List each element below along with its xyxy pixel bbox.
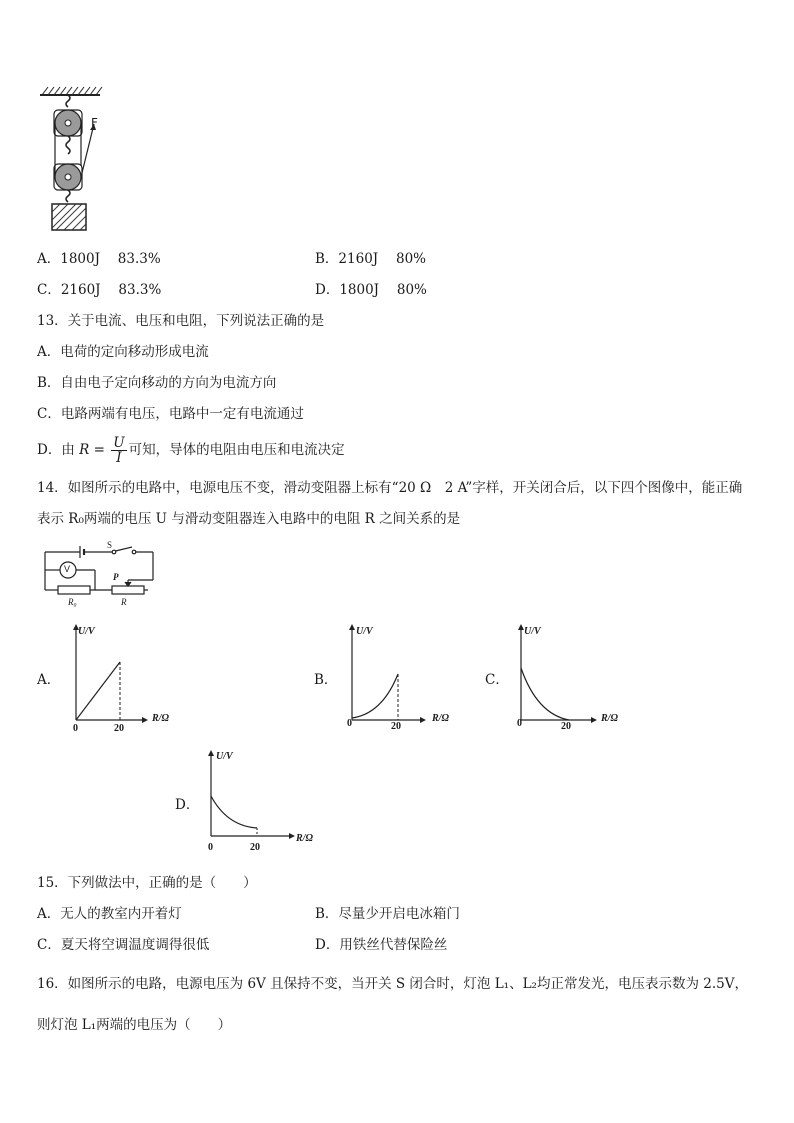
graph-a-xtick: 20 bbox=[114, 723, 124, 734]
r0-label: R₀ bbox=[68, 597, 77, 607]
graph-d-xtick: 20 bbox=[250, 842, 260, 853]
graph-c-xtick: 20 bbox=[561, 721, 571, 732]
question-13-option-b[interactable]: B．自由电子定向移动的方向为电流方向 bbox=[37, 375, 277, 391]
option-c[interactable]: C．2160J 83.3% bbox=[37, 282, 162, 298]
graph-a-curve bbox=[76, 662, 120, 720]
graph-b-xlabel: R/Ω bbox=[432, 713, 449, 724]
graph-d-xlabel: R/Ω bbox=[296, 833, 313, 844]
question-15-option-d[interactable]: D．用铁丝代替保险丝 bbox=[315, 937, 448, 953]
option-d[interactable]: D．1800J 80% bbox=[315, 282, 427, 298]
circuit-diagram bbox=[40, 540, 160, 612]
slider-label: P bbox=[113, 572, 119, 582]
graph-a-origin: 0 bbox=[73, 723, 78, 734]
option-d-prefix: D．由 bbox=[37, 442, 75, 458]
option-b[interactable]: B．2160J 80% bbox=[315, 251, 426, 267]
graph-c-curve bbox=[521, 668, 569, 720]
formula-eq: = bbox=[89, 442, 110, 458]
graph-b-ylabel: U/V bbox=[356, 626, 373, 637]
question-15-option-a[interactable]: A．无人的教室内开着灯 bbox=[37, 906, 182, 922]
graph-c-ylabel: U/V bbox=[524, 626, 541, 637]
graph-c bbox=[519, 624, 629, 724]
pulley-system-figure bbox=[36, 84, 116, 234]
graph-c-origin: 0 bbox=[517, 718, 522, 729]
graph-a bbox=[74, 624, 184, 724]
question-15-option-b[interactable]: B．尽量少开启电冰箱门 bbox=[315, 906, 460, 922]
question-14-stem-line1: 14．如图所示的电路中，电源电压不变，滑动变阻器上标有“20 Ω 2 A”字样，开关闭合后，以下四个图像中，能正确 bbox=[37, 480, 743, 496]
r-label: R bbox=[121, 597, 127, 607]
question-13-option-d[interactable] bbox=[37, 433, 345, 467]
question-16-stem-line2: 则灯泡 L₁两端的电压为（ ） bbox=[37, 1017, 232, 1033]
question-13-option-a[interactable]: A．电荷的定向移动形成电流 bbox=[37, 344, 209, 360]
force-label: F bbox=[91, 116, 98, 130]
graph-d-curve bbox=[211, 796, 257, 828]
option-d-tail: 可知，导体的电阻由电压和电流决定 bbox=[128, 442, 345, 458]
question-15-stem: 15．下列做法中，正确的是（ ） bbox=[37, 875, 257, 891]
question-13-stem: 13．关于电流、电压和电阻，下列说法正确的是 bbox=[37, 313, 325, 329]
formula-denominator: I bbox=[116, 450, 122, 466]
formula-numerator: U bbox=[113, 435, 125, 451]
graph-d-origin: 0 bbox=[208, 842, 213, 853]
formula-lhs: R bbox=[79, 442, 90, 458]
graph-b-curve bbox=[352, 674, 398, 718]
option-a[interactable]: A．1800J 83.3% bbox=[37, 251, 161, 267]
graph-d-ylabel: U/V bbox=[216, 751, 233, 762]
graph-c-xlabel: R/Ω bbox=[601, 713, 618, 724]
graph-a-xlabel: R/Ω bbox=[152, 713, 169, 724]
graph-b bbox=[350, 624, 460, 724]
graph-a-ylabel: U/V bbox=[78, 626, 95, 637]
graph-b-xtick: 20 bbox=[391, 721, 401, 732]
question-14-stem-line2: 表示 R₀两端的电压 U 与滑动变阻器连入电路中的电阻 R 之间关系的是 bbox=[37, 511, 461, 527]
switch-label: S bbox=[107, 540, 113, 550]
question-15-option-c[interactable]: C．夏天将空调温度调得很低 bbox=[37, 937, 210, 953]
question-16-stem-line1: 16．如图所示的电路，电源电压为 6V 且保持不变，当开关 S 闭合时，灯泡 L₁、L₂均正常发光，电压表示数为 2.5V， bbox=[37, 976, 748, 992]
graph-d-option[interactable]: D． bbox=[175, 797, 200, 813]
graph-a-option[interactable]: A． bbox=[37, 672, 61, 688]
formula-fraction bbox=[111, 436, 126, 465]
graph-c-option[interactable]: C． bbox=[485, 672, 509, 688]
graph-b-origin: 0 bbox=[347, 718, 352, 729]
question-13-option-c[interactable]: C．电路两端有电压，电路中一定有电流通过 bbox=[37, 406, 304, 422]
graph-b-option[interactable]: B． bbox=[314, 672, 338, 688]
voltmeter-label: V bbox=[64, 564, 71, 574]
